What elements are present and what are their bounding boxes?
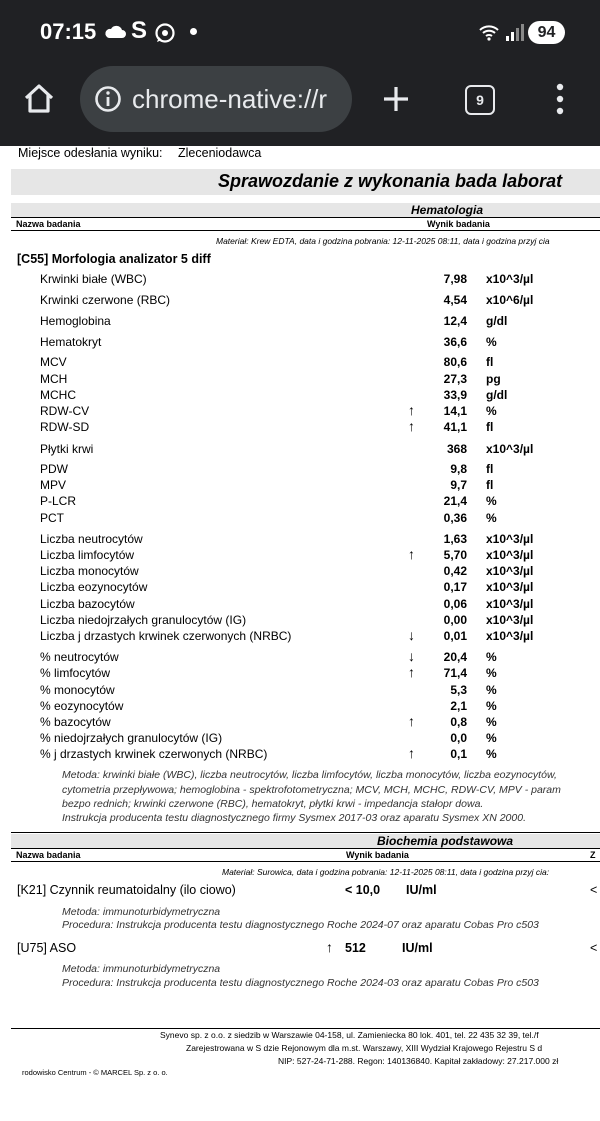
result-unit: % [486,335,497,349]
hematology-material: Materiał: Krew EDTA, data i godzina pobrania: 12-11-2025 08:11, data i godzina przyj cia [216,236,550,246]
result-unit: x10^3/µl [486,613,534,627]
method-line: Instrukcja producenta testu diagnostycznego firmy Sysmex 2017-03 oraz aparatu Sysmex XN 2000. [62,812,526,824]
result-name: Liczba niedojrzałych granulocytów (IG) [40,613,247,627]
result-name: Liczba j drzastych krwinek czerwonych (NRBC) [40,629,292,643]
arrow-down-icon: ↓ [408,627,415,643]
result-name: Krwinki czerwone (RBC) [40,293,171,307]
result-name: PCT [40,511,64,525]
result-value: 0,06 [443,597,467,611]
result-unit: pg [486,372,501,386]
result-value: 0,36 [443,511,467,525]
test-ref-u75: < [590,941,598,955]
result-name: Krwinki białe (WBC) [40,272,147,286]
status-bar [0,0,600,62]
test-unit-k21: IU/ml [406,883,437,897]
tab-switcher-button[interactable]: 9 [465,85,495,115]
info-icon[interactable] [94,85,122,113]
result-unit: fl [486,420,494,434]
result-unit: x10^3/µl [486,564,534,578]
result-name: % niedojrzałych granulocytów (IG) [40,731,223,745]
result-unit: fl [486,478,494,492]
result-value: 5,3 [450,683,467,697]
arrow-up-icon: ↑ [408,402,415,418]
result-value: 0,8 [450,715,467,729]
divider [11,217,600,218]
result-name: Hematokryt [40,335,102,349]
result-name: % limfocytów [40,666,111,680]
test-value-u75: 512 [345,941,366,955]
arrow-up-icon: ↑ [408,713,415,729]
result-value: 4,54 [443,293,467,307]
result-unit: g/dl [486,388,508,402]
result-unit: x10^3/µl [486,548,534,562]
battery-icon: 94 [528,21,565,44]
result-unit: % [486,404,497,418]
skype-icon: S [131,17,148,44]
result-name: Hemoglobina [40,314,111,328]
result-unit: g/dl [486,314,508,328]
footer-divider [11,1028,600,1029]
result-value: 33,9 [443,388,467,402]
result-value: 80,6 [443,355,467,369]
result-unit: % [486,731,497,745]
result-value: 368 [446,442,467,456]
method-line: cytometria przepływowa; hemoglobina - spektrofotometryczna; MCV, MCH, MCHC, RDW-CV, MPV - param [62,784,561,796]
result-value: 36,6 [443,335,467,349]
result-name: MPV [40,478,67,492]
status-time: 07:15 [40,19,97,44]
result-unit: % [486,699,497,713]
col-result-header: Wynik badania [427,219,490,229]
result-value: 5,70 [443,548,467,562]
notification-dot-icon [190,28,197,35]
result-value: 41,1 [443,420,467,434]
result-name: RDW-SD [40,420,90,434]
col-name-header: Nazwa badania [16,850,81,860]
result-name: Liczba eozynocytów [40,580,148,594]
test-unit-u75: IU/ml [402,941,433,955]
method-line: Metoda: krwinki białe (WBC), liczba neutrocytów, liczba limfocytów, liczba monocytów, liczba eozynocytów, [62,769,557,781]
browser-toolbar [0,62,600,146]
result-unit: % [486,494,497,508]
test-method-k21: Metoda: immunoturbidymetryczna [62,906,221,918]
test-procedure-u75: Procedura: Instrukcja producenta testu diagnostycznego Roche 2024-03 oraz aparatu Cobas Pro c503 [62,977,539,989]
footer-credit: rodowisko Centrum - © MARCEL Sp. z o. o. [22,1068,168,1077]
result-name: % j drzastych krwinek czerwonych (NRBC) [40,747,268,761]
result-name: % monocytów [40,683,115,697]
result-unit: fl [486,355,494,369]
result-value: 0,00 [443,613,467,627]
arrow-up-icon: ↑ [408,546,415,562]
arrow-down-icon: ↓ [408,648,415,664]
whatsapp-icon [154,22,176,44]
test-name-k21: [K21] Czynnik reumatoidalny (ilo ciowo) [17,883,236,897]
hematology-header-bar [11,203,600,217]
result-name: MCHC [40,388,76,402]
result-value: 14,1 [443,404,467,418]
send-place-label: Miejsce odesłania wyniku: [18,146,163,160]
test-method-u75: Metoda: immunoturbidymetryczna [62,963,221,975]
home-icon[interactable] [22,82,56,116]
result-unit: x10^3/µl [486,442,534,456]
result-unit: % [486,715,497,729]
address-bar[interactable] [80,66,352,132]
result-unit: x10^3/µl [486,597,534,611]
result-value: 9,7 [450,478,467,492]
result-name: MCH [40,372,68,386]
result-unit: x10^3/µl [486,272,534,286]
result-value: 0,1 [450,747,467,761]
result-name: Liczba neutrocytów [40,532,143,546]
result-unit: fl [486,462,494,476]
result-value: 2,1 [450,699,467,713]
result-name: Liczba bazocytów [40,597,135,611]
result-name: % neutrocytów [40,650,119,664]
footer-line: Synevo sp. z o.o. z siedzib w Warszawie 04-158, ul. Zamienieckа 80 lok. 401, tel. 22 435 32 39, tel./f [160,1030,539,1040]
col-result-header: Wynik badania [346,850,409,860]
result-name: % eozynocytów [40,699,124,713]
result-unit: % [486,683,497,697]
result-value: 0,17 [443,580,467,594]
col-name-header: Nazwa badania [16,219,81,229]
result-value: 12,4 [443,314,467,328]
result-unit: x10^3/µl [486,580,534,594]
result-value: 0,42 [443,564,467,578]
wifi-icon [478,22,500,42]
result-value: 1,63 [443,532,467,546]
report-title: Sprawozdanie z wykonania bada laborat [218,171,563,191]
hematology-group-title: [C55] Morfologia analizator 5 diff [17,252,211,266]
send-place-value: Zleceniodawca [178,146,262,160]
result-name: % bazocytów [40,715,111,729]
result-unit: % [486,666,497,680]
divider [11,848,600,849]
footer-line: NIP: 527-24-71-288. Regon: 140136840. Kapitał zakładowy: 27.217.000 zł [278,1056,559,1066]
test-name-u75: [U75] ASO [17,941,77,955]
result-name: MCV [40,355,67,369]
result-value: 7,98 [443,272,467,286]
result-name: PDW [40,462,68,476]
result-name: Liczba monocytów [40,564,139,578]
result-unit: % [486,747,497,761]
arrow-up-icon: ↑ [408,418,415,434]
divider [11,832,600,833]
col-z-header: Z [590,850,596,860]
test-value-k21: < 10,0 [345,883,381,897]
result-value: 0,0 [450,731,467,745]
method-line: bezpo rednich; krwinki czerwone (RBC), hematokryt, płytki krwi - impedancja stałopr dowa. [62,798,484,810]
arrow-up-icon: ↑ [408,745,415,761]
signal-icon [505,22,525,42]
new-tab-icon[interactable] [381,84,411,114]
result-value: 71,4 [443,666,467,680]
result-value: 9,8 [450,462,467,476]
result-name: P-LCR [40,494,77,508]
cloud-icon [103,22,127,40]
url-text[interactable]: chrome-native://r [132,84,328,114]
biochem-material: Materiał: Surowica, data i godzina pobrania: 12-11-2025 08:11, data i godzina przyj cia: [222,867,550,877]
divider [11,861,600,862]
result-value: 0,01 [443,629,467,643]
result-name: Liczba limfocytów [40,548,135,562]
result-unit: x10^6/µl [486,293,534,307]
hematology-section-title: Hematologia [411,203,484,217]
test-ref-k21: < [590,883,598,897]
result-name: RDW-CV [40,404,90,418]
result-value: 27,3 [443,372,467,386]
result-unit: x10^3/µl [486,532,534,546]
footer-line: Zarejestrowana w S dzie Rejonowym dla m.st. Warszawy, XIII Wydział Krajowego Rejestru S d [186,1043,543,1053]
biochem-section-title: Biochemia podstawowa [377,834,514,848]
more-options-icon[interactable] [552,82,568,116]
result-value: 21,4 [443,494,467,508]
result-value: 20,4 [443,650,467,664]
divider [11,230,600,231]
result-unit: % [486,511,497,525]
arrow-up-icon: ↑ [408,664,415,680]
result-unit: % [486,650,497,664]
result-name: Płytki krwi [40,442,94,456]
arrow-up-icon: ↑ [326,939,333,955]
test-procedure-k21: Procedura: Instrukcja producenta testu diagnostycznego Roche 2024-07 oraz aparatu Cobas Pro c503 [62,919,539,931]
result-unit: x10^3/µl [486,629,534,643]
